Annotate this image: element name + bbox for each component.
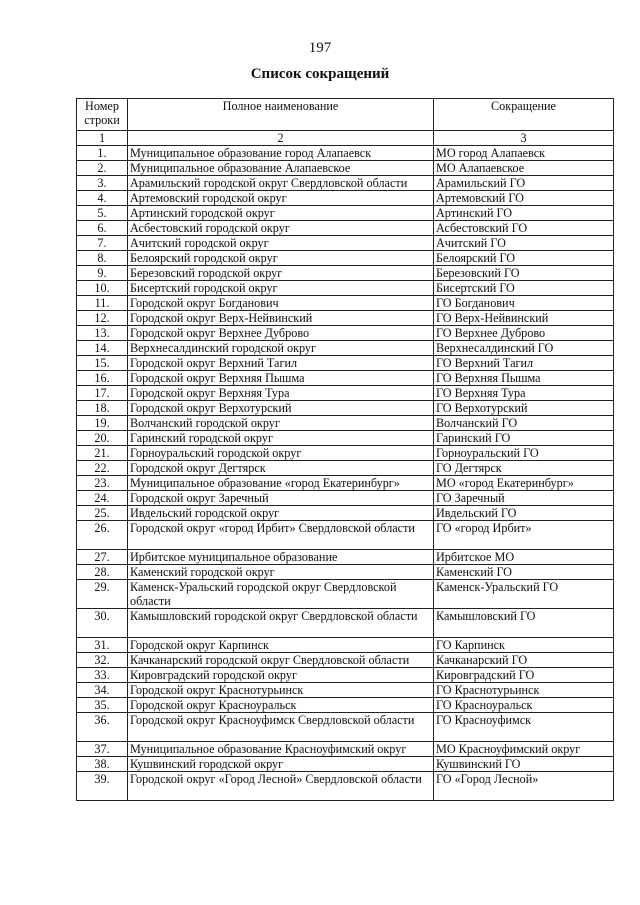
abbreviation-cell: ГО Верхняя Пышма bbox=[434, 371, 614, 386]
table-row bbox=[77, 461, 614, 476]
abbreviation-cell: Горноуральский ГО bbox=[434, 446, 614, 461]
full-name-cell: Городской округ Краснотурьинск bbox=[128, 683, 434, 698]
table-row bbox=[77, 251, 614, 266]
table-row bbox=[77, 565, 614, 580]
table-row bbox=[77, 638, 614, 653]
row-number: 20. bbox=[77, 431, 128, 446]
row-number: 15. bbox=[77, 356, 128, 371]
full-name-cell: Каменск-Уральский городской округ Свердловской области bbox=[128, 580, 434, 609]
full-name-cell: Горноуральский городской округ bbox=[128, 446, 434, 461]
column-number: 3 bbox=[434, 131, 614, 146]
table-row bbox=[77, 550, 614, 565]
table-row bbox=[77, 476, 614, 491]
column-number: 1 bbox=[77, 131, 128, 146]
abbreviation-cell: Каменский ГО bbox=[434, 565, 614, 580]
abbreviation-cell: Березовский ГО bbox=[434, 266, 614, 281]
table-row bbox=[77, 206, 614, 221]
row-number: 13. bbox=[77, 326, 128, 341]
column-number-row bbox=[77, 131, 614, 146]
full-name-cell: Бисертский городской округ bbox=[128, 281, 434, 296]
row-number: 35. bbox=[77, 698, 128, 713]
full-name-cell: Городской округ Верх-Нейвинский bbox=[128, 311, 434, 326]
header-full-name: Полное наименование bbox=[128, 99, 434, 131]
table-row bbox=[77, 371, 614, 386]
abbreviation-cell: ГО «город Ирбит» bbox=[434, 521, 614, 550]
abbreviation-cell: ГО Заречный bbox=[434, 491, 614, 506]
abbreviation-cell: Белоярский ГО bbox=[434, 251, 614, 266]
full-name-cell: Арамильский городской округ Свердловской области bbox=[128, 176, 434, 191]
row-number: 19. bbox=[77, 416, 128, 431]
abbreviations-table bbox=[76, 98, 614, 801]
abbreviation-cell: Ачитский ГО bbox=[434, 236, 614, 251]
table-row bbox=[77, 742, 614, 757]
row-number: 21. bbox=[77, 446, 128, 461]
full-name-cell: Асбестовский городской округ bbox=[128, 221, 434, 236]
row-number: 26. bbox=[77, 521, 128, 550]
full-name-cell: Городской округ Красноуфимск Свердловской области bbox=[128, 713, 434, 742]
abbreviation-cell: Гаринский ГО bbox=[434, 431, 614, 446]
table-row bbox=[77, 683, 614, 698]
full-name-cell: Качканарский городской округ Свердловской области bbox=[128, 653, 434, 668]
abbreviation-cell: ГО Богданович bbox=[434, 296, 614, 311]
abbreviation-cell: Волчанский ГО bbox=[434, 416, 614, 431]
row-number: 10. bbox=[77, 281, 128, 296]
table-row bbox=[77, 757, 614, 772]
abbreviation-cell: Верхнесалдинский ГО bbox=[434, 341, 614, 356]
row-number: 11. bbox=[77, 296, 128, 311]
abbreviation-cell: Арамильский ГО bbox=[434, 176, 614, 191]
row-number: 34. bbox=[77, 683, 128, 698]
full-name-cell: Городской округ Верхотурский bbox=[128, 401, 434, 416]
abbreviation-cell: Кировградский ГО bbox=[434, 668, 614, 683]
table-row bbox=[77, 356, 614, 371]
abbreviation-cell: ГО Краснотурьинск bbox=[434, 683, 614, 698]
abbreviation-cell: Асбестовский ГО bbox=[434, 221, 614, 236]
column-number: 2 bbox=[128, 131, 434, 146]
abbreviation-cell: ГО Верхний Тагил bbox=[434, 356, 614, 371]
table-row bbox=[77, 191, 614, 206]
row-number: 16. bbox=[77, 371, 128, 386]
full-name-cell: Артинский городской округ bbox=[128, 206, 434, 221]
table-row bbox=[77, 386, 614, 401]
row-number: 37. bbox=[77, 742, 128, 757]
abbreviation-cell: МО Алапаевское bbox=[434, 161, 614, 176]
abbreviation-cell: Ивдельский ГО bbox=[434, 506, 614, 521]
full-name-cell: Городской округ Верхняя Тура bbox=[128, 386, 434, 401]
row-number: 4. bbox=[77, 191, 128, 206]
full-name-cell: Камышловский городской округ Свердловской области bbox=[128, 609, 434, 638]
full-name-cell: Городской округ Верхний Тагил bbox=[128, 356, 434, 371]
row-number: 2. bbox=[77, 161, 128, 176]
full-name-cell: Белоярский городской округ bbox=[128, 251, 434, 266]
row-number: 29. bbox=[77, 580, 128, 609]
row-number: 28. bbox=[77, 565, 128, 580]
full-name-cell: Артемовский городской округ bbox=[128, 191, 434, 206]
row-number: 25. bbox=[77, 506, 128, 521]
abbreviation-cell: Бисертский ГО bbox=[434, 281, 614, 296]
abbreviation-cell: МО город Алапаевск bbox=[434, 146, 614, 161]
row-number: 9. bbox=[77, 266, 128, 281]
full-name-cell: Каменский городской округ bbox=[128, 565, 434, 580]
table-row bbox=[77, 431, 614, 446]
header-abbreviation: Сокращение bbox=[434, 99, 614, 131]
row-number: 30. bbox=[77, 609, 128, 638]
row-number: 1. bbox=[77, 146, 128, 161]
row-number: 32. bbox=[77, 653, 128, 668]
table-row bbox=[77, 772, 614, 801]
table-row bbox=[77, 296, 614, 311]
abbreviation-cell: ГО «Город Лесной» bbox=[434, 772, 614, 801]
row-number: 14. bbox=[77, 341, 128, 356]
page-number: 197 bbox=[308, 40, 332, 56]
full-name-cell: Кушвинский городской округ bbox=[128, 757, 434, 772]
row-number: 27. bbox=[77, 550, 128, 565]
row-number: 36. bbox=[77, 713, 128, 742]
full-name-cell: Ивдельский городской округ bbox=[128, 506, 434, 521]
row-number: 22. bbox=[77, 461, 128, 476]
full-name-cell: Гаринский городской округ bbox=[128, 431, 434, 446]
abbreviation-cell: Камышловский ГО bbox=[434, 609, 614, 638]
table-row bbox=[77, 266, 614, 281]
table-row bbox=[77, 146, 614, 161]
row-number: 18. bbox=[77, 401, 128, 416]
full-name-cell: Городской округ «город Ирбит» Свердловской области bbox=[128, 521, 434, 550]
document-title: Список сокращений bbox=[250, 66, 390, 82]
full-name-cell: Городской округ Дегтярск bbox=[128, 461, 434, 476]
row-number: 33. bbox=[77, 668, 128, 683]
table-row bbox=[77, 653, 614, 668]
full-name-cell: Верхнесалдинский городской округ bbox=[128, 341, 434, 356]
row-number: 39. bbox=[77, 772, 128, 801]
row-number: 23. bbox=[77, 476, 128, 491]
abbreviation-cell: ГО Верх-Нейвинский bbox=[434, 311, 614, 326]
table-row bbox=[77, 236, 614, 251]
table-row bbox=[77, 401, 614, 416]
abbreviation-cell: Артинский ГО bbox=[434, 206, 614, 221]
table-row bbox=[77, 341, 614, 356]
abbreviation-cell: Каменск-Уральский ГО bbox=[434, 580, 614, 609]
abbreviation-cell: ГО Верхняя Тура bbox=[434, 386, 614, 401]
table-row bbox=[77, 580, 614, 609]
abbreviation-cell: ГО Дегтярск bbox=[434, 461, 614, 476]
table-body bbox=[77, 146, 614, 801]
table-row bbox=[77, 506, 614, 521]
full-name-cell: Городской округ Карпинск bbox=[128, 638, 434, 653]
row-number: 24. bbox=[77, 491, 128, 506]
abbreviation-cell: ГО Красноуфимск bbox=[434, 713, 614, 742]
table-row bbox=[77, 326, 614, 341]
full-name-cell: Муниципальное образование Красноуфимский округ bbox=[128, 742, 434, 757]
row-number: 31. bbox=[77, 638, 128, 653]
abbreviation-cell: Артемовский ГО bbox=[434, 191, 614, 206]
abbreviation-cell: МО Красноуфимский округ bbox=[434, 742, 614, 757]
table-row bbox=[77, 609, 614, 638]
table-row bbox=[77, 221, 614, 236]
table-row bbox=[77, 668, 614, 683]
abbreviation-cell: ГО Верхнее Дуброво bbox=[434, 326, 614, 341]
row-number: 12. bbox=[77, 311, 128, 326]
table-row bbox=[77, 713, 614, 742]
table-row bbox=[77, 416, 614, 431]
abbreviation-cell: ГО Карпинск bbox=[434, 638, 614, 653]
full-name-cell: Ачитский городской округ bbox=[128, 236, 434, 251]
row-number: 3. bbox=[77, 176, 128, 191]
full-name-cell: Березовский городской округ bbox=[128, 266, 434, 281]
full-name-cell: Муниципальное образование город Алапаевск bbox=[128, 146, 434, 161]
full-name-cell: Муниципальное образование «город Екатеринбург» bbox=[128, 476, 434, 491]
table-row bbox=[77, 698, 614, 713]
abbreviation-cell: ГО Красноуральск bbox=[434, 698, 614, 713]
abbreviation-cell: Качканарский ГО bbox=[434, 653, 614, 668]
row-number: 7. bbox=[77, 236, 128, 251]
full-name-cell: Городской округ «Город Лесной» Свердловской области bbox=[128, 772, 434, 801]
abbreviation-cell: ГО Верхотурский bbox=[434, 401, 614, 416]
table-header-row bbox=[77, 99, 614, 131]
row-number: 17. bbox=[77, 386, 128, 401]
abbreviation-cell: МО «город Екатеринбург» bbox=[434, 476, 614, 491]
abbreviation-cell: Кушвинский ГО bbox=[434, 757, 614, 772]
header-row-number: Номер строки bbox=[77, 99, 128, 131]
table-row bbox=[77, 281, 614, 296]
table-row bbox=[77, 311, 614, 326]
full-name-cell: Ирбитское муниципальное образование bbox=[128, 550, 434, 565]
table-row bbox=[77, 521, 614, 550]
table-row bbox=[77, 161, 614, 176]
row-number: 6. bbox=[77, 221, 128, 236]
row-number: 38. bbox=[77, 757, 128, 772]
full-name-cell: Городской округ Верхняя Пышма bbox=[128, 371, 434, 386]
full-name-cell: Муниципальное образование Алапаевское bbox=[128, 161, 434, 176]
table-row bbox=[77, 446, 614, 461]
full-name-cell: Кировградский городской округ bbox=[128, 668, 434, 683]
row-number: 5. bbox=[77, 206, 128, 221]
full-name-cell: Волчанский городской округ bbox=[128, 416, 434, 431]
abbreviation-cell: Ирбитское МО bbox=[434, 550, 614, 565]
full-name-cell: Городской округ Верхнее Дуброво bbox=[128, 326, 434, 341]
full-name-cell: Городской округ Красноуральск bbox=[128, 698, 434, 713]
full-name-cell: Городской округ Богданович bbox=[128, 296, 434, 311]
table-row bbox=[77, 491, 614, 506]
row-number: 8. bbox=[77, 251, 128, 266]
table-row bbox=[77, 176, 614, 191]
full-name-cell: Городской округ Заречный bbox=[128, 491, 434, 506]
